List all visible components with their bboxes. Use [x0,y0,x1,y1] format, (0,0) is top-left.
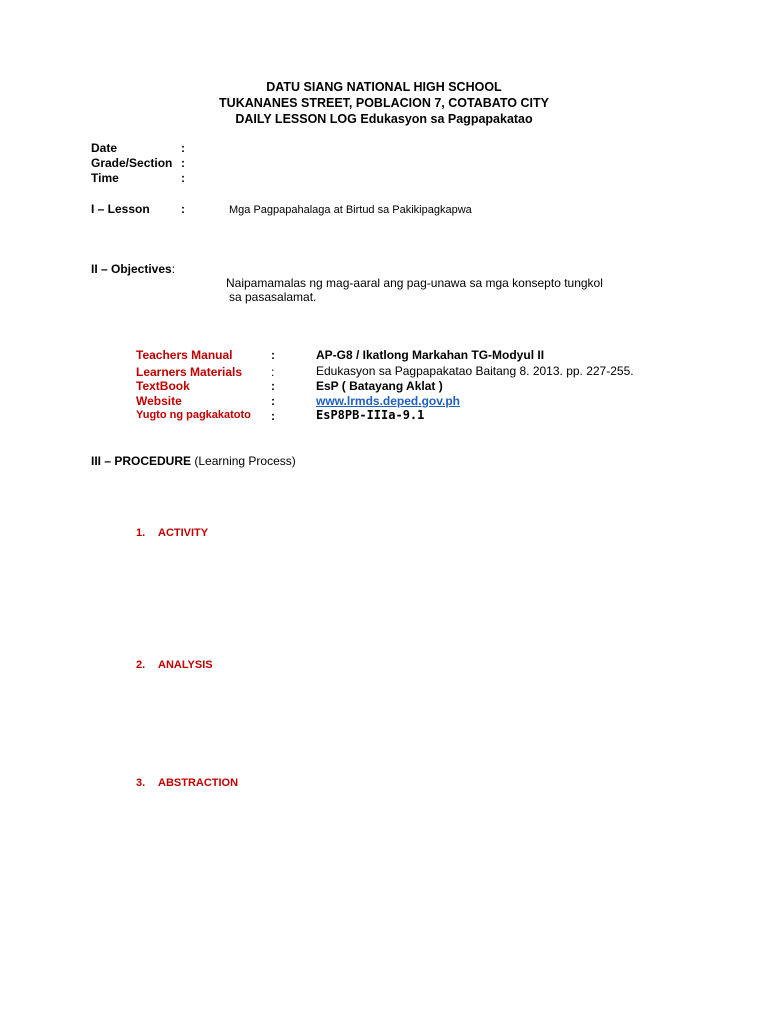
ref-colon-yugto: : [271,409,275,423]
ref-colon-website: : [271,394,275,408]
step-3-title: ABSTRACTION [158,777,239,789]
ref-label-learners-materials: Learners Materials [136,365,243,379]
lesson-label: I – Lesson [91,202,150,216]
step-3-number: 3. [136,777,146,789]
ref-label-website: Website [136,394,182,408]
date-label: Date [91,141,118,155]
ref-label-yugto: Yugto ng pagkakatoto [136,409,251,421]
lesson-value: Mga Pagpapahalaga at Birtud sa Pakikipagkapwa [229,204,472,216]
ref-label-textbook: TextBook [136,379,190,393]
ref-colon-learners-materials: : [271,365,275,379]
step-1-number: 1. [136,527,146,539]
grade-section-label: Grade/Section [91,156,173,170]
objectives-colon: : [171,262,176,276]
ref-label-teachers-manual: Teachers Manual [136,348,233,362]
ref-colon-teachers-manual: : [271,348,275,362]
time-label: Time [91,171,119,185]
time-colon: : [181,171,185,185]
step-1-title: ACTIVITY [158,527,209,539]
ref-value-learners-materials: Edukasyon sa Pagpapakatao Baitang 8. 2013. pp. 227-255. [316,364,634,378]
procedure-note: (Learning Process) [194,454,296,468]
lesson-colon: : [181,202,185,216]
document-title: DAILY LESSON LOG Edukasyon sa Pagpapakatao [235,112,533,126]
grade-section-colon: : [181,156,185,170]
step-2-number: 2. [136,659,146,671]
school-name: DATU SIANG NATIONAL HIGH SCHOOL [266,80,502,94]
procedure-label: III – PROCEDURE [91,454,192,468]
ref-colon-textbook: : [271,379,275,393]
date-colon: : [181,141,185,155]
website-link[interactable]: www.lrmds.deped.gov.ph [316,394,461,408]
school-address: TUKANANES STREET, POBLACION 7, COTABATO CITY [219,96,549,110]
procedure-heading [91,454,296,468]
objectives-line-2: sa pasasalamat. [229,290,317,304]
objectives-line-1: Naipamamalas ng mag-aaral ang pag-unawa sa mga konsepto tungkol [226,276,603,290]
ref-value-yugto: EsP8PB-IIIa-9.1 [316,408,425,422]
objectives-heading [91,262,175,276]
objectives-label: II – Objectives [91,262,172,276]
step-2-title: ANALYSIS [158,659,213,671]
ref-value-textbook: EsP ( Batayang Aklat ) [316,379,443,393]
ref-value-teachers-manual: AP-G8 / Ikatlong Markahan TG-Modyul II [316,348,545,362]
